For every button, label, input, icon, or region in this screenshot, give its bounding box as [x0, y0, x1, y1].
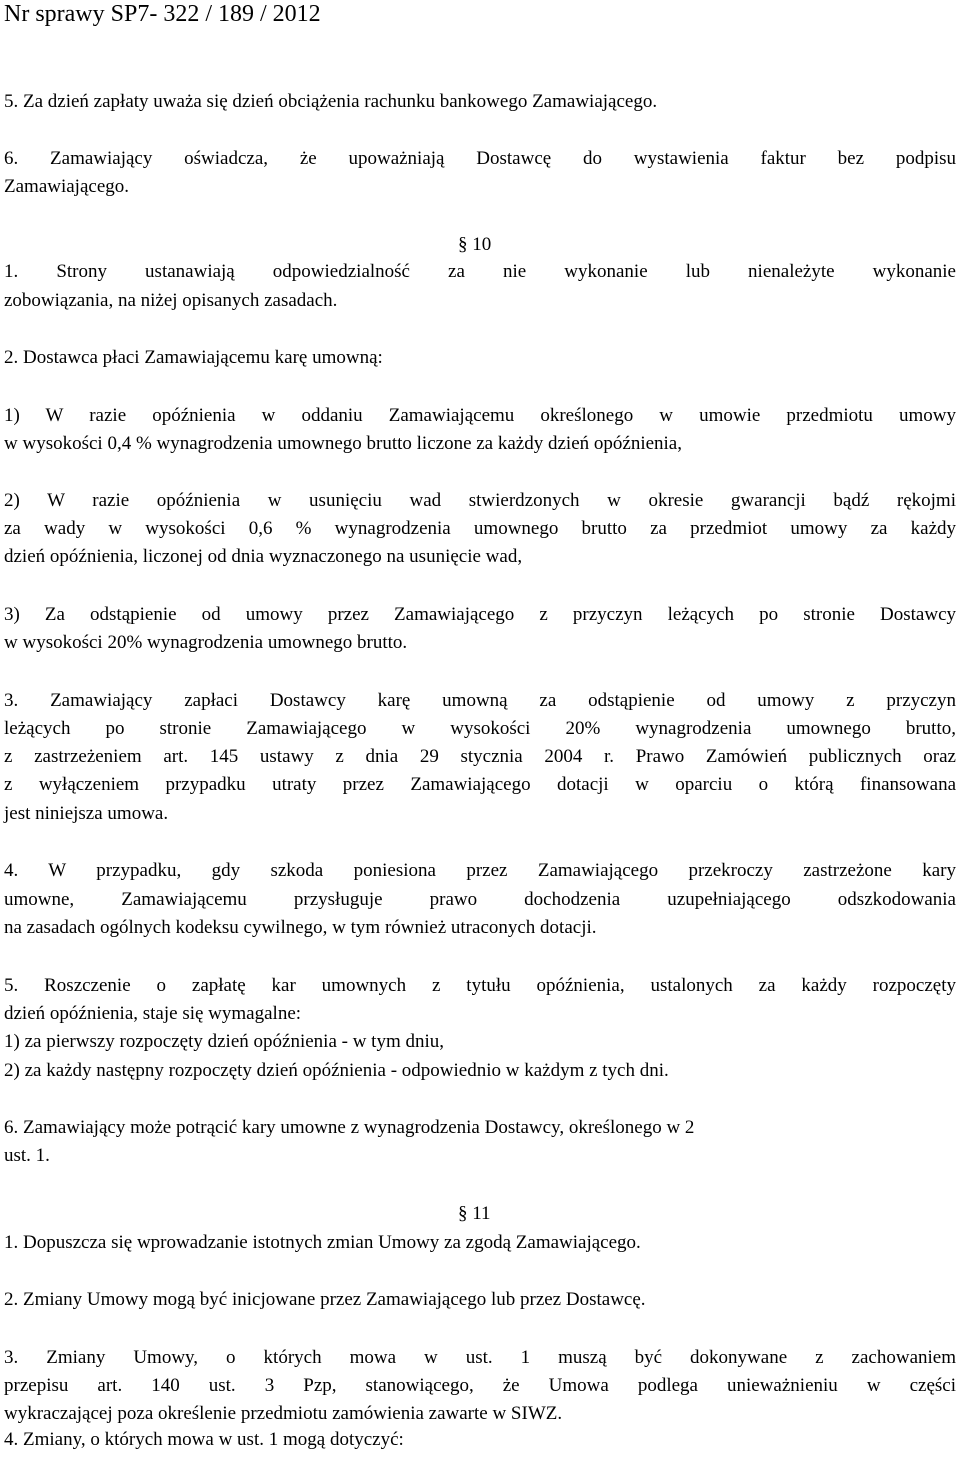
text-line: zobowiązania, na niżej opisanych zasadach. [4, 290, 338, 311]
text-line: 1) W razie opóźnienia w oddaniu Zamawiającemu określonego w umowie przedmiotu umowy [4, 405, 956, 426]
text-line: 2. Dostawca płaci Zamawiającemu karę umowną: [4, 347, 383, 368]
text-line: 2) W razie opóźnienia w usunięciu wad stwierdzonych w okresie gwarancji bądź rękojmi [4, 490, 956, 511]
text-line: w wysokości 0,4 % wynagrodzenia umownego brutto liczone za każdy dzień opóźnienia, [4, 433, 682, 454]
text-line: 1. Strony ustanawiają odpowiedzialność za nie wykonanie lub nienależyte wykonanie [4, 261, 956, 282]
text-line: 1. Dopuszcza się wprowadzanie istotnych zmian Umowy za zgodą Zamawiającego. [4, 1232, 641, 1253]
text-line: dzień opóźnienia, staje się wymagalne: [4, 1003, 302, 1024]
page-header: Nr sprawy SP7- 322 / 189 / 2012 [4, 1, 321, 27]
text-line: za wady w wysokości 0,6 % wynagrodzenia umownego brutto za przedmiot umowy za każdy [4, 518, 956, 539]
text-line: na zasadach ogólnych kodeksu cywilnego, w tym również utraconych dotacji. [4, 917, 597, 938]
text-line: 6. Zamawiający może potrącić kary umowne z wynagrodzenia Dostawcy, określonego w 2 [4, 1117, 695, 1138]
text-line: 4. Zmiany, o których mowa w ust. 1 mogą dotyczyć: [4, 1429, 404, 1450]
text-line: umowne, Zamawiającemu przysługuje prawo dochodzenia uzupełniającego odszkodowania [4, 889, 956, 910]
text-line: Zamawiającego. [4, 176, 130, 197]
text-line: z zastrzeżeniem art. 145 ustawy z dnia 29 stycznia 2004 r. Prawo Zamówień publicznych oraz [4, 746, 956, 767]
text-line: 5. Roszczenie o zapłatę kar umownych z tytułu opóźnienia, ustalonych za każdy rozpoczęty [4, 975, 956, 996]
text-line: 3) Za odstąpienie od umowy przez Zamawiającego z przyczyn leżących po stronie Dostawcy [4, 604, 956, 625]
text-line: leżących po stronie Zamawiającego w wysokości 20% wynagrodzenia umownego brutto, [4, 718, 956, 739]
text-line: ust. 1. [4, 1145, 50, 1166]
section-sign-icon: § [458, 1203, 473, 1224]
text-line: 3. Zamawiający zapłaci Dostawcy karę umowną za odstąpienie od umowy z przyczyn [4, 690, 956, 711]
section-number: § 11 [458, 1203, 491, 1224]
text-line: wykraczającej poza określenie przedmiotu zamówienia zawarte w SIWZ. [4, 1403, 563, 1424]
text-line: 5. Za dzień zapłaty uważa się dzień obciążenia rachunku bankowego Zamawiającego. [4, 91, 658, 112]
text-line: jest niniejsza umowa. [4, 803, 169, 824]
text-line: 2. Zmiany Umowy mogą być inicjowane przez Zamawiającego lub przez Dostawcę. [4, 1289, 646, 1310]
text-line: 3. Zmiany Umowy, o których mowa w ust. 1 muszą być dokonywane z zachowaniem [4, 1347, 956, 1368]
text-line: 6. Zamawiający oświadcza, że upoważniają Dostawcę do wystawienia faktur bez podpisu [4, 148, 956, 169]
text-line: w wysokości 20% wynagrodzenia umownego brutto. [4, 632, 408, 653]
text-line: dzień opóźnienia, liczonej od dnia wyznaczonego na usunięcie wad, [4, 546, 523, 567]
text-line: 1) za pierwszy rozpoczęty dzień opóźnienia - w tym dniu, [4, 1031, 445, 1052]
section-number: § 10 [458, 234, 492, 255]
text-line: 4. W przypadku, gdy szkoda poniesiona przez Zamawiającego przekroczy zastrzeżone kary [4, 860, 956, 881]
section-sign-icon: § [458, 234, 473, 255]
text-line: z wyłączeniem przypadku utraty przez Zamawiającego dotacji w oparciu o którą finansowana [4, 774, 956, 795]
text-line: przepisu art. 140 ust. 3 Pzp, stanowiącego, że Umowa podlega unieważnieniu w części [4, 1375, 956, 1396]
text-line: 2) za każdy następny rozpoczęty dzień opóźnienia - odpowiednio w każdym z tych dni. [4, 1060, 669, 1081]
